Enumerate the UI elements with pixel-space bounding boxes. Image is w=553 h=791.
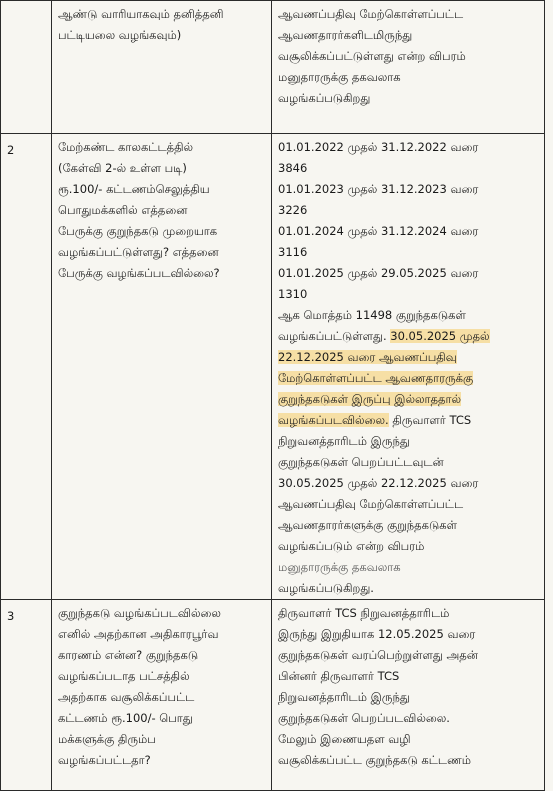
answer-cell bbox=[272, 600, 545, 791]
table-row bbox=[1, 1, 545, 134]
text-line: ஆண்டு வாரியாகவும் தனித்தனி bbox=[58, 7, 224, 21]
text-line: பேருக்கு குறுந்தகடு முறையாக bbox=[58, 224, 218, 238]
text-line: வசூலிக்கப்பட்டுள்ளது என்ற விபரம் bbox=[278, 49, 466, 63]
text-line: 1310 bbox=[278, 287, 308, 301]
text-line bbox=[278, 368, 538, 389]
text-line: (கேள்வி 2-ல் உள்ள படி) bbox=[58, 161, 187, 175]
serial-number-cell bbox=[1, 134, 52, 600]
text-line: 01.01.2023 முதல் 31.12.2023 வரை bbox=[278, 182, 479, 196]
text-line bbox=[278, 389, 538, 410]
serial-number-cell bbox=[1, 600, 52, 791]
text-line bbox=[278, 326, 538, 347]
answer-cell bbox=[272, 1, 545, 134]
text-line: ரூ.100/- கட்டணம்செலுத்திய bbox=[58, 182, 210, 196]
text-line: குறுந்தகடுகள் வரப்பெற்றுள்ளது அதன் bbox=[278, 648, 478, 662]
question-cell bbox=[52, 134, 272, 600]
text-line: 30.05.2025 முதல் 22.12.2025 வரை bbox=[278, 476, 479, 490]
text-line: கட்டணம் ரூ.100/- பொது bbox=[58, 711, 193, 725]
text-line: ஆக மொத்தம் 11498 குறுந்தகடுகள் bbox=[278, 308, 466, 322]
text-line: வழங்கப்பட்டதா? bbox=[58, 753, 151, 767]
text-line: மேற்கண்ட காலகட்டத்தில் bbox=[58, 140, 194, 154]
text-line: பின்னர் திருவாளர் TCS bbox=[278, 669, 400, 683]
text-line: 3226 bbox=[278, 203, 308, 217]
text-line: வழங்கப்படுகிறது bbox=[278, 91, 371, 105]
text-line: மனுதாரருக்கு தகவலாக bbox=[278, 70, 401, 84]
serial-number bbox=[1, 1, 51, 7]
answer-text bbox=[272, 1, 544, 109]
text-line: அதற்காக வசூலிக்கப்பட்ட bbox=[58, 690, 195, 704]
text-line: பட்டியலை வழங்கவும்) bbox=[58, 28, 182, 42]
serial-number-cell bbox=[1, 1, 52, 134]
text-line: எனில் அதற்கான அதிகாரபூர்வ bbox=[58, 627, 219, 641]
text-line: நிறுவனத்தாரிடம் இருந்து bbox=[278, 434, 410, 448]
text-line: 01.01.2022 முதல் 31.12.2022 வரை bbox=[278, 140, 479, 154]
text-line: மேலும் இணையதள வழி bbox=[278, 732, 411, 746]
text-line: வழங்கப்பட்டுள்ளது? எத்தனை bbox=[58, 245, 219, 259]
text-line: 01.01.2025 முதல் 29.05.2025 வரை bbox=[278, 266, 479, 280]
serial-number: 2 bbox=[7, 143, 15, 157]
question-text bbox=[52, 600, 271, 771]
answer-text bbox=[272, 134, 544, 599]
text-line: ஆவணதாரர்களுக்கு குறுந்தகடுகள் bbox=[278, 518, 457, 532]
text-line: ஆவணப்பதிவு மேற்கொள்ளப்பட்ட bbox=[278, 497, 464, 511]
text-line: குறுந்தகடுகள் பெறப்பட்டவுடன் bbox=[278, 455, 444, 469]
text-line bbox=[278, 347, 538, 368]
text-line: இருந்து இறுதியாக 12.05.2025 வரை bbox=[278, 627, 476, 641]
text-line: காரணம் என்ன? குறுந்தகடு bbox=[58, 648, 199, 662]
plain-text: வழங்கப்பட்டுள்ளது. bbox=[278, 329, 391, 343]
text-line: மனுதாரருக்கு தகவலாக bbox=[278, 560, 401, 574]
text-line: 3116 bbox=[278, 245, 308, 259]
answer-cell bbox=[272, 134, 545, 600]
text-line: பேருக்கு வழங்கப்படவில்லை? bbox=[58, 266, 220, 280]
text-line: வழங்கப்படுகிறது. bbox=[278, 581, 374, 595]
text-line: மக்களுக்கு திரும்ப bbox=[58, 732, 156, 746]
text-line: ஆவணதாரர்களிடமிருந்து bbox=[278, 28, 413, 42]
table-row bbox=[1, 600, 545, 791]
text-line: வழங்கப்படாத பட்சத்தில் bbox=[58, 669, 190, 683]
table-row bbox=[1, 134, 545, 600]
text-line bbox=[278, 410, 538, 431]
text-line: பொதுமக்களில் எத்தனை bbox=[58, 203, 188, 217]
question-text bbox=[52, 1, 271, 46]
text-line: 01.01.2024 முதல் 31.12.2024 வரை bbox=[278, 224, 479, 238]
serial-number: 3 bbox=[7, 609, 15, 623]
text-line: 3846 bbox=[278, 161, 308, 175]
highlighted-text: 30.05.2025 முதல் bbox=[390, 329, 490, 343]
text-line: ஆவணப்பதிவு மேற்கொள்ளப்பட்ட bbox=[278, 7, 464, 21]
text-line: வழங்கப்படும் என்ற விபரம் bbox=[278, 539, 425, 553]
text-line: வசூலிக்கப்பட்ட குறுந்தகடு கட்டணம் bbox=[278, 753, 471, 767]
highlighted-text: குறுந்தகடுகள் இருப்பு இல்லாததால் bbox=[278, 392, 462, 406]
question-cell bbox=[52, 1, 272, 134]
answer-text bbox=[272, 600, 544, 771]
text-line: குறுந்தகடு வழங்கப்படவில்லை bbox=[58, 606, 221, 620]
plain-text: திருவாளர் TCS bbox=[388, 413, 472, 427]
highlighted-text: 22.12.2025 வரை ஆவணப்பதிவு bbox=[278, 350, 457, 364]
text-line: குறுந்தகடுகள் பெறப்படவில்லை. bbox=[278, 711, 450, 725]
text-line: திருவாளர் TCS நிறுவனத்தாரிடம் bbox=[278, 606, 450, 620]
question-text bbox=[52, 134, 271, 284]
text-line: நிறுவனத்தாரிடம் இருந்து bbox=[278, 690, 410, 704]
highlighted-text: வழங்கப்படவில்லை. bbox=[278, 413, 389, 427]
highlighted-text: மேற்கொள்ளப்பட்ட ஆவணதாரருக்கு bbox=[278, 371, 474, 385]
question-cell bbox=[52, 600, 272, 791]
